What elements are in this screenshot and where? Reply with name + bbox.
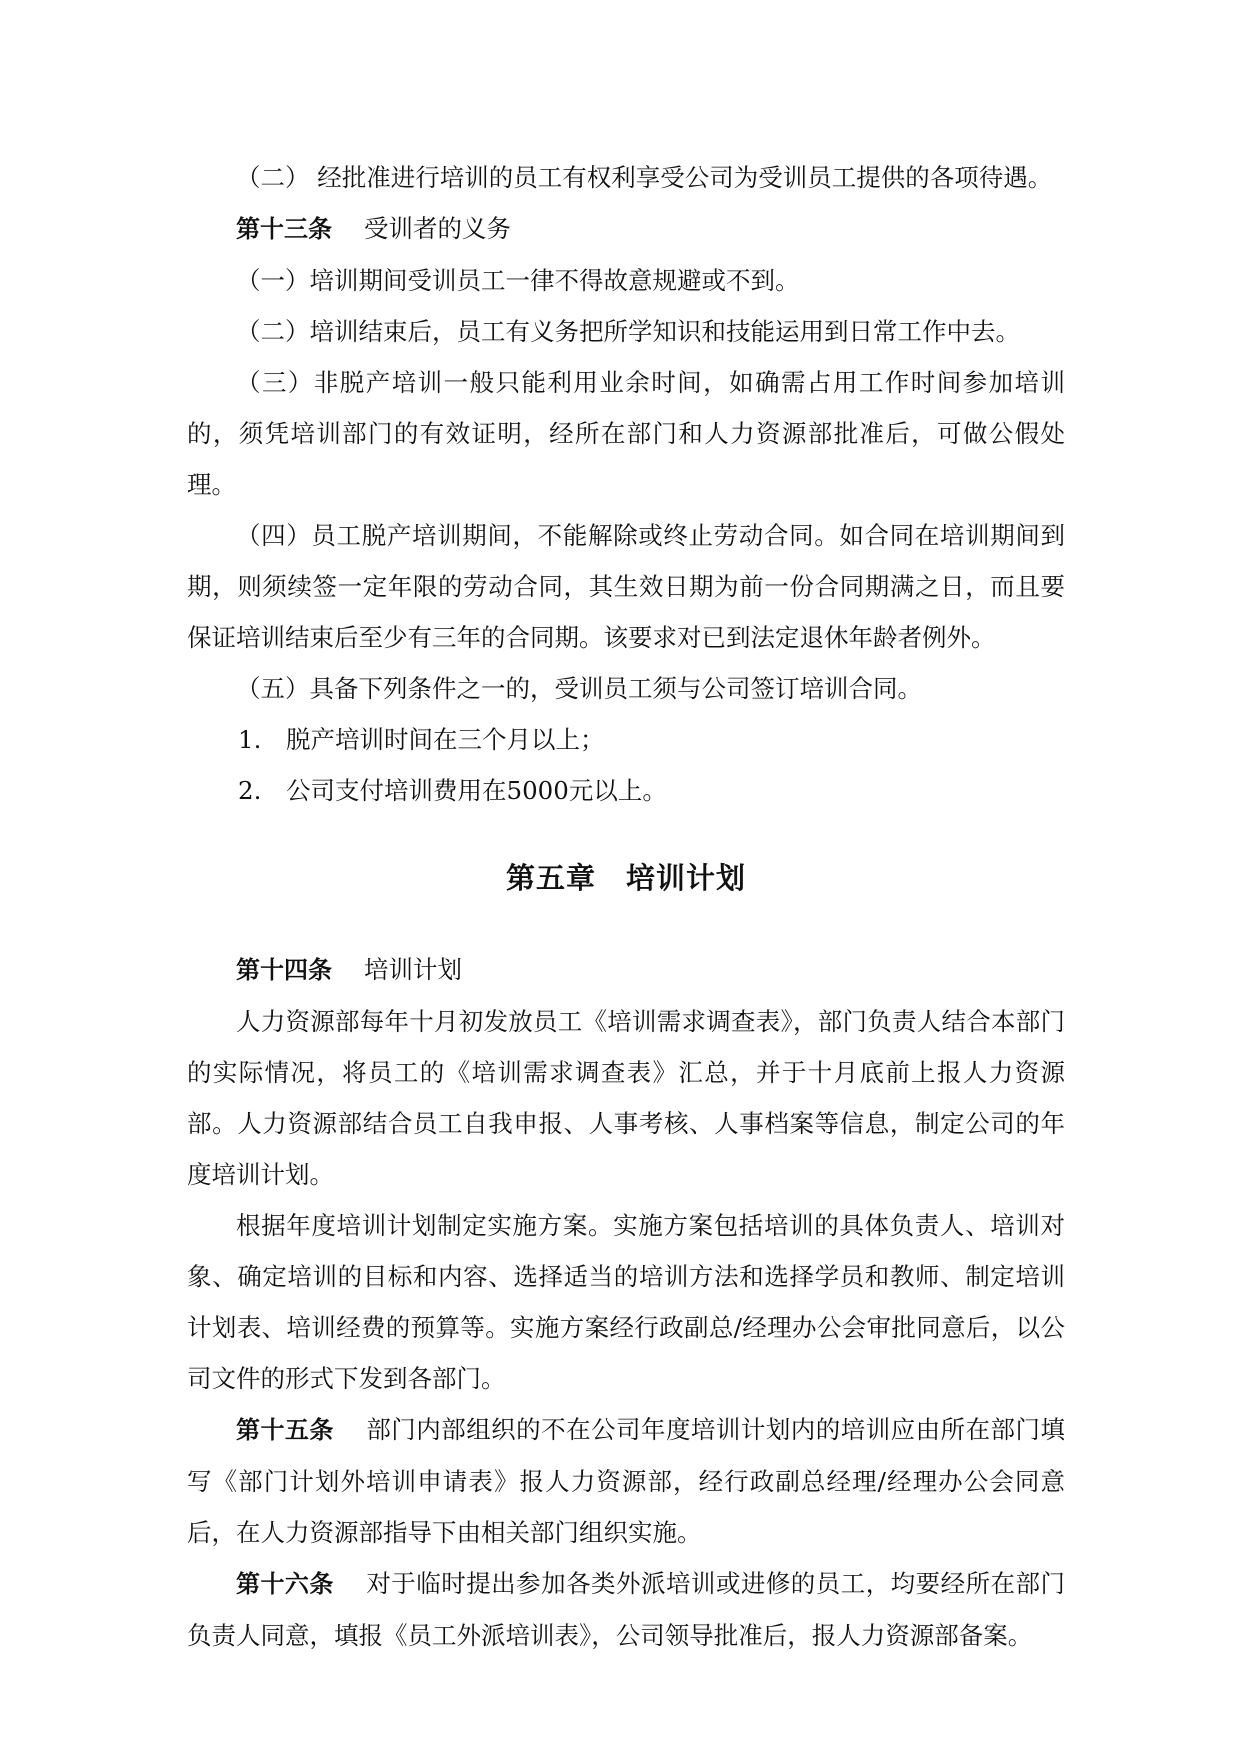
- numbered-item-2-text: 公司支付培训费用在5000元以上。: [286, 776, 667, 805]
- article-14-label: 第十四条: [236, 956, 332, 984]
- article-16-label: 第十六条: [236, 1570, 334, 1598]
- article-16: [187, 1558, 1065, 1661]
- article-13-heading: [187, 203, 1065, 255]
- article-13-item-3: （三）非脱产培训一般只能利用业余时间，如确需占用工作时间参加培训的，须凭培训部门的有效证明，经所在部门和人力资源部批准后，可做公假处理。: [187, 368, 1065, 499]
- numbered-item-1: [187, 714, 1065, 765]
- numbered-item-2: [187, 765, 1065, 816]
- article-15-text: 部门内部组织的不在公司年度培训计划内的培训应由所在部门填写《部门计划外培训申请表》报人力资源部，经行政副总经理/经理办公会同意后，在人力资源部指导下由相关部门组织实施。: [187, 1415, 1065, 1547]
- numbered-item-1-num: 1.: [238, 725, 262, 754]
- article-13-item-2: （二）培训结束后，员工有义务把所学知识和技能运用到日常工作中去。: [236, 317, 1020, 346]
- article-14-paragraph-2: 根据年度培训计划制定实施方案。实施方案包括培训的具体负责人、培训对象、确定培训的目标和内容、选择适当的培训方法和选择学员和教师、制定培训计划表、培训经费的预算等。实施方案经行政副总/经理办公会审批同意后，以公司文件的形式下发到各部门。: [187, 1211, 1065, 1393]
- article-13-title: 受训者的义务: [364, 214, 511, 243]
- article-15: [187, 1404, 1065, 1558]
- chapter-5-title: 培训计划: [626, 861, 747, 895]
- document-body: [187, 152, 1065, 1661]
- article-14-heading: [187, 944, 1065, 996]
- paragraph-benefits: （二） 经批准进行培训的员工有权利享受公司为受训员工提供的各项待遇。: [236, 163, 1053, 192]
- article-14-title: 培训计划: [364, 955, 462, 984]
- chapter-5-heading: [187, 858, 1065, 898]
- article-13-item-5: （五）具备下列条件之一的，受训员工须与公司签订培训合同。: [236, 674, 922, 703]
- article-13-item-1: （一）培训期间受训员工一律不得故意规避或不到。: [236, 266, 800, 295]
- article-16-text: 对于临时提出参加各类外派培训或进修的员工，均要经所在部门负责人同意，填报《员工外派培训表》，公司领导批准后，报人力资源部备案。: [187, 1569, 1065, 1650]
- numbered-item-2-num: 2.: [238, 776, 262, 805]
- chapter-5-label: 第五章: [505, 861, 596, 895]
- article-13-item-4: （四）员工脱产培训期间，不能解除或终止劳动合同。如合同在培训期间到期，则须续签一定年限的劳动合同，其生效日期为前一份合同期满之日，而且要保证培训结束后至少有三年的合同期。该要求对已到法定退休年龄者例外。: [187, 521, 1065, 652]
- numbered-item-1-text: 脱产培训时间在三个月以上；: [286, 725, 605, 754]
- article-14-paragraph-1: 人力资源部每年十月初发放员工《培训需求调查表》，部门负责人结合本部门的实际情况，将员工的《培训需求调查表》汇总，并于十月底前上报人力资源部。人力资源部结合员工自我申报、人事考核、人事档案等信息，制定公司的年度培训计划。: [187, 1007, 1065, 1189]
- article-15-label: 第十五条: [236, 1416, 334, 1444]
- article-13-label: 第十三条: [236, 215, 332, 243]
